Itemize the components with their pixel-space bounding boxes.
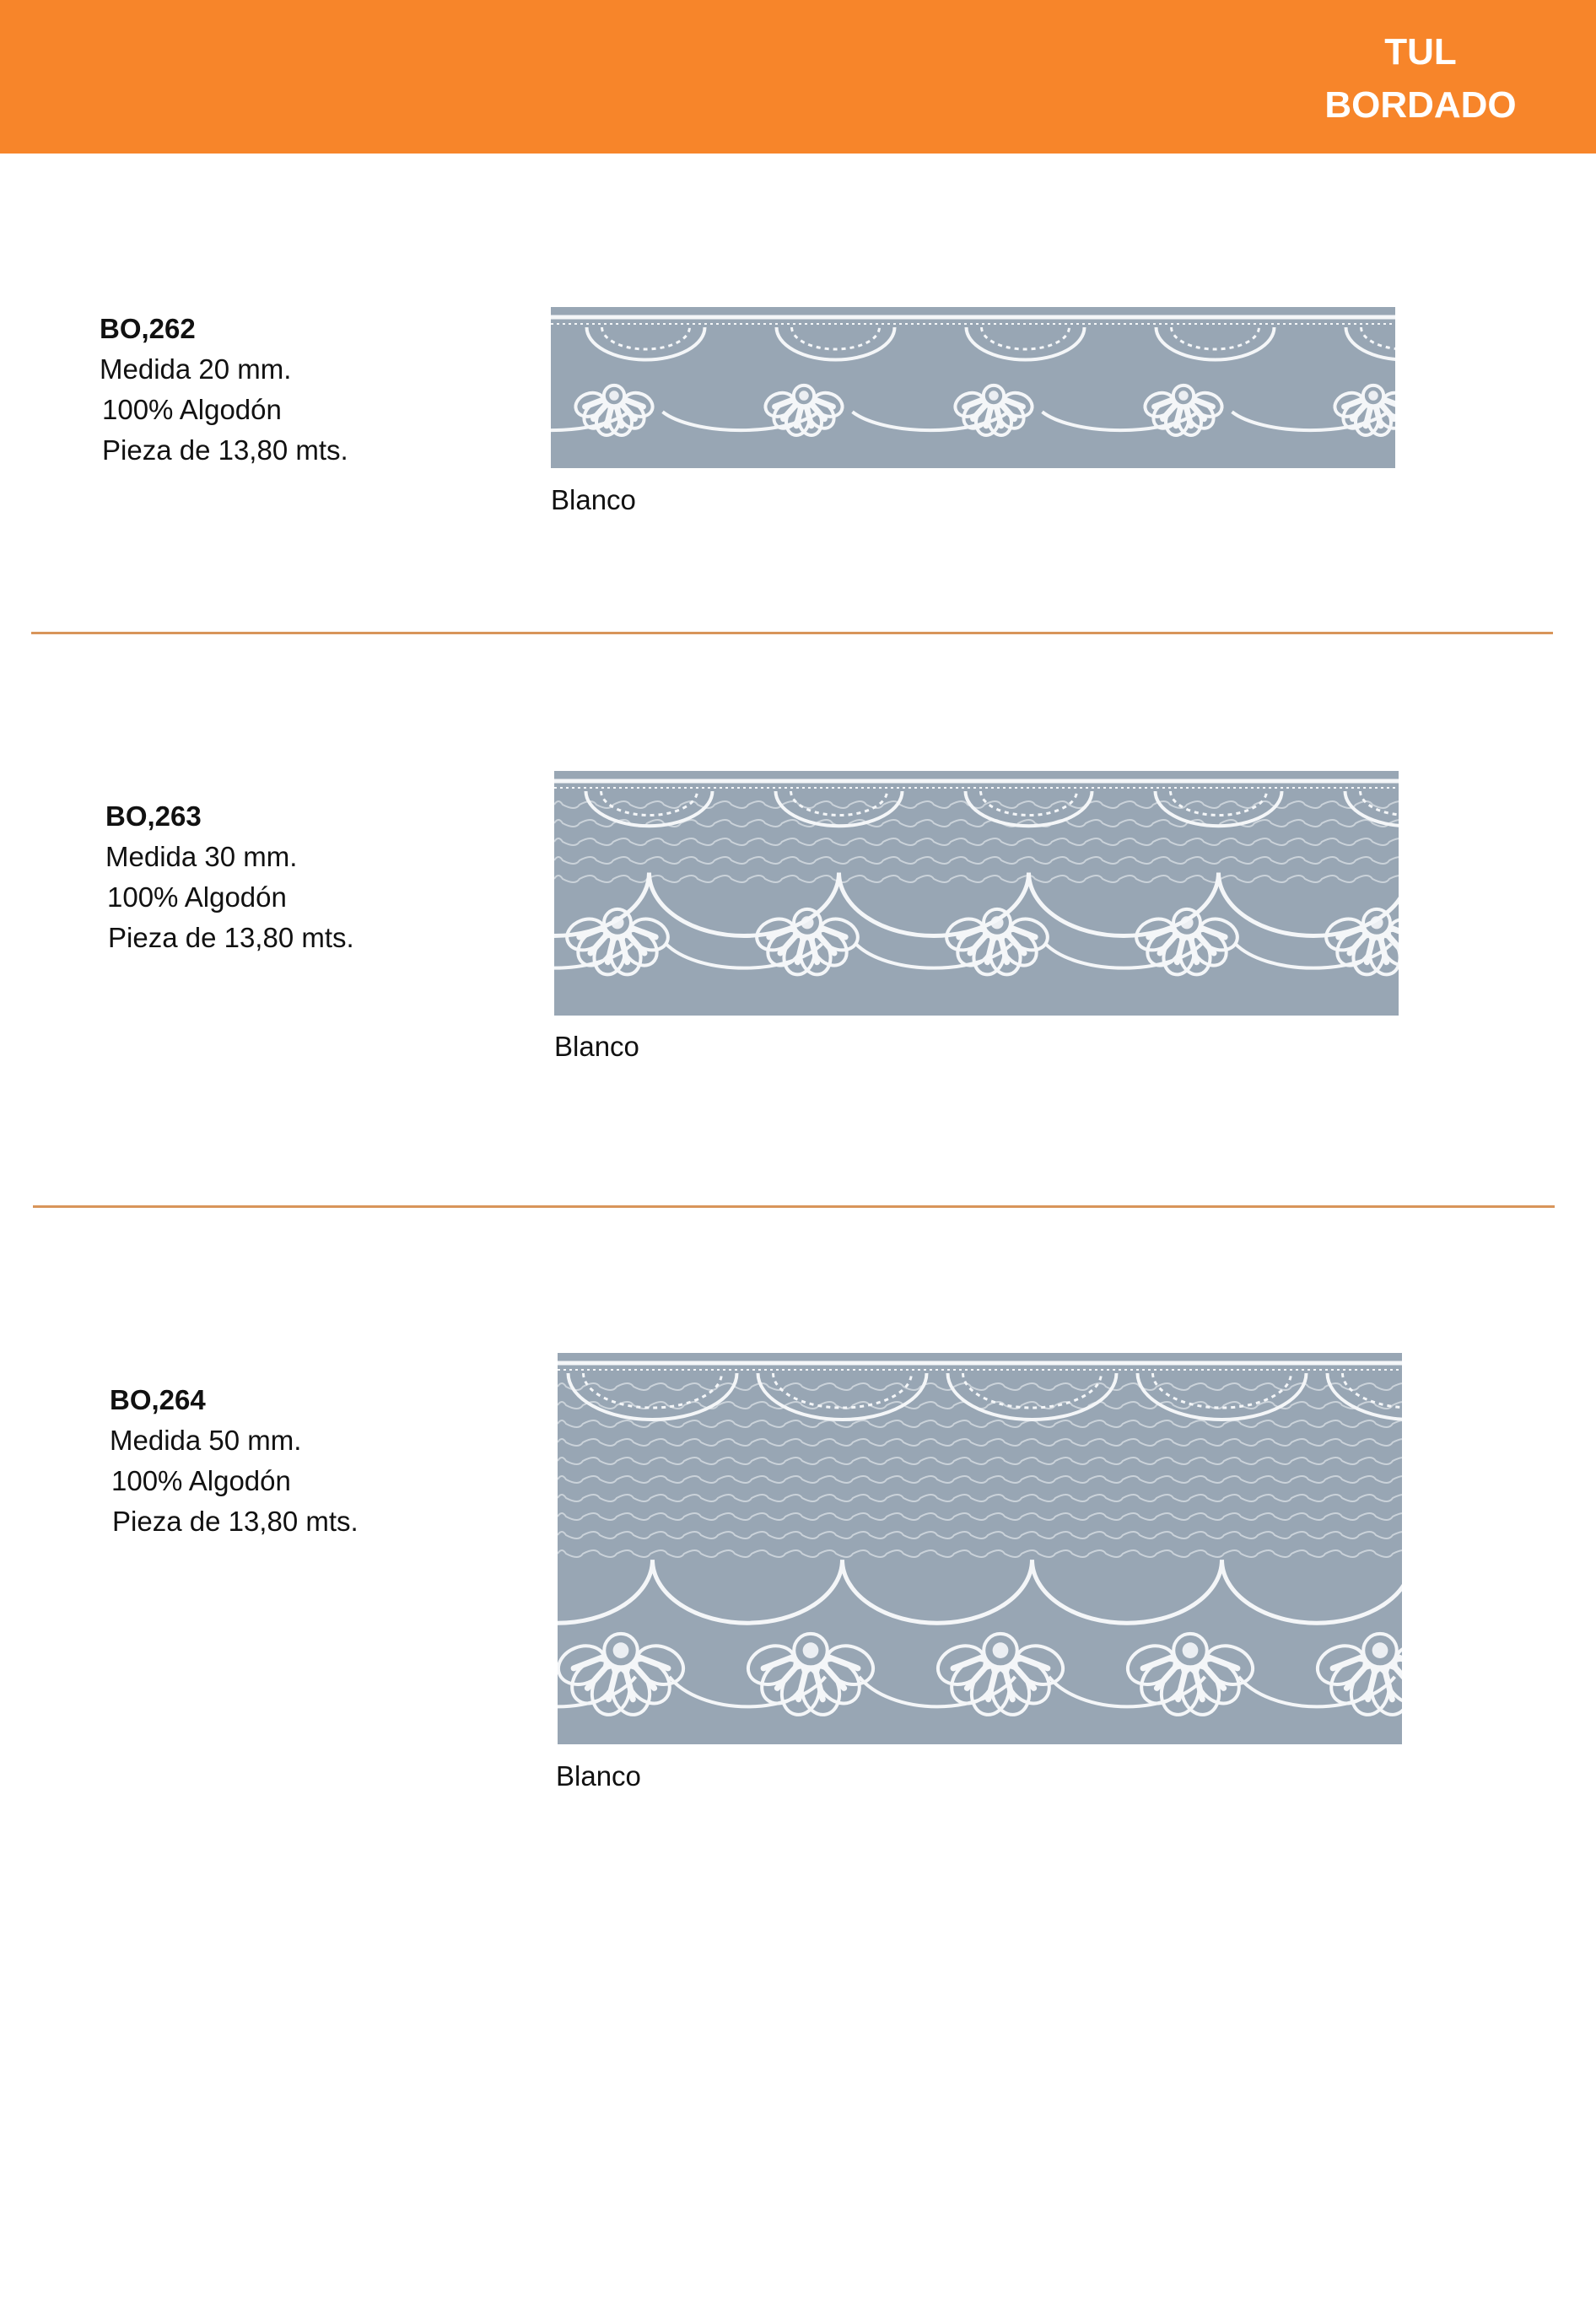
product-measure: Medida 20 mm. <box>100 353 292 385</box>
section-divider <box>31 632 1553 634</box>
product-composition: 100% Algodón <box>111 1465 291 1496</box>
product-piece: Pieza de 13,80 mts. <box>112 1506 359 1537</box>
color-label: Blanco <box>554 1031 639 1062</box>
color-label: Blanco <box>551 484 636 515</box>
product-measure: Medida 30 mm. <box>105 841 298 872</box>
product-specs <box>105 796 354 958</box>
lace-pattern <box>554 781 1399 978</box>
product-code: BO,262 <box>100 313 196 344</box>
title-line-2: BORDADO <box>1324 84 1517 126</box>
product-composition: 100% Algodón <box>107 881 287 913</box>
product-piece: Pieza de 13,80 mts. <box>108 922 354 953</box>
product-code: BO,263 <box>105 800 202 832</box>
section-divider <box>33 1205 1555 1208</box>
product-specs <box>110 1380 359 1542</box>
lace-pattern <box>558 1363 1402 1719</box>
header-band <box>0 0 1596 154</box>
page-title <box>1311 25 1530 132</box>
product-code: BO,264 <box>110 1384 206 1415</box>
lace-sample-image <box>554 771 1399 1016</box>
product-measure: Medida 50 mm. <box>110 1425 302 1456</box>
lace-sample-image <box>551 307 1395 468</box>
color-label: Blanco <box>556 1760 641 1792</box>
lace-sample-image <box>558 1353 1402 1744</box>
product-piece: Pieza de 13,80 mts. <box>102 434 348 466</box>
lace-pattern <box>551 317 1395 438</box>
product-composition: 100% Algodón <box>102 394 282 425</box>
product-specs <box>100 309 348 471</box>
title-line-1: TUL <box>1384 31 1457 73</box>
